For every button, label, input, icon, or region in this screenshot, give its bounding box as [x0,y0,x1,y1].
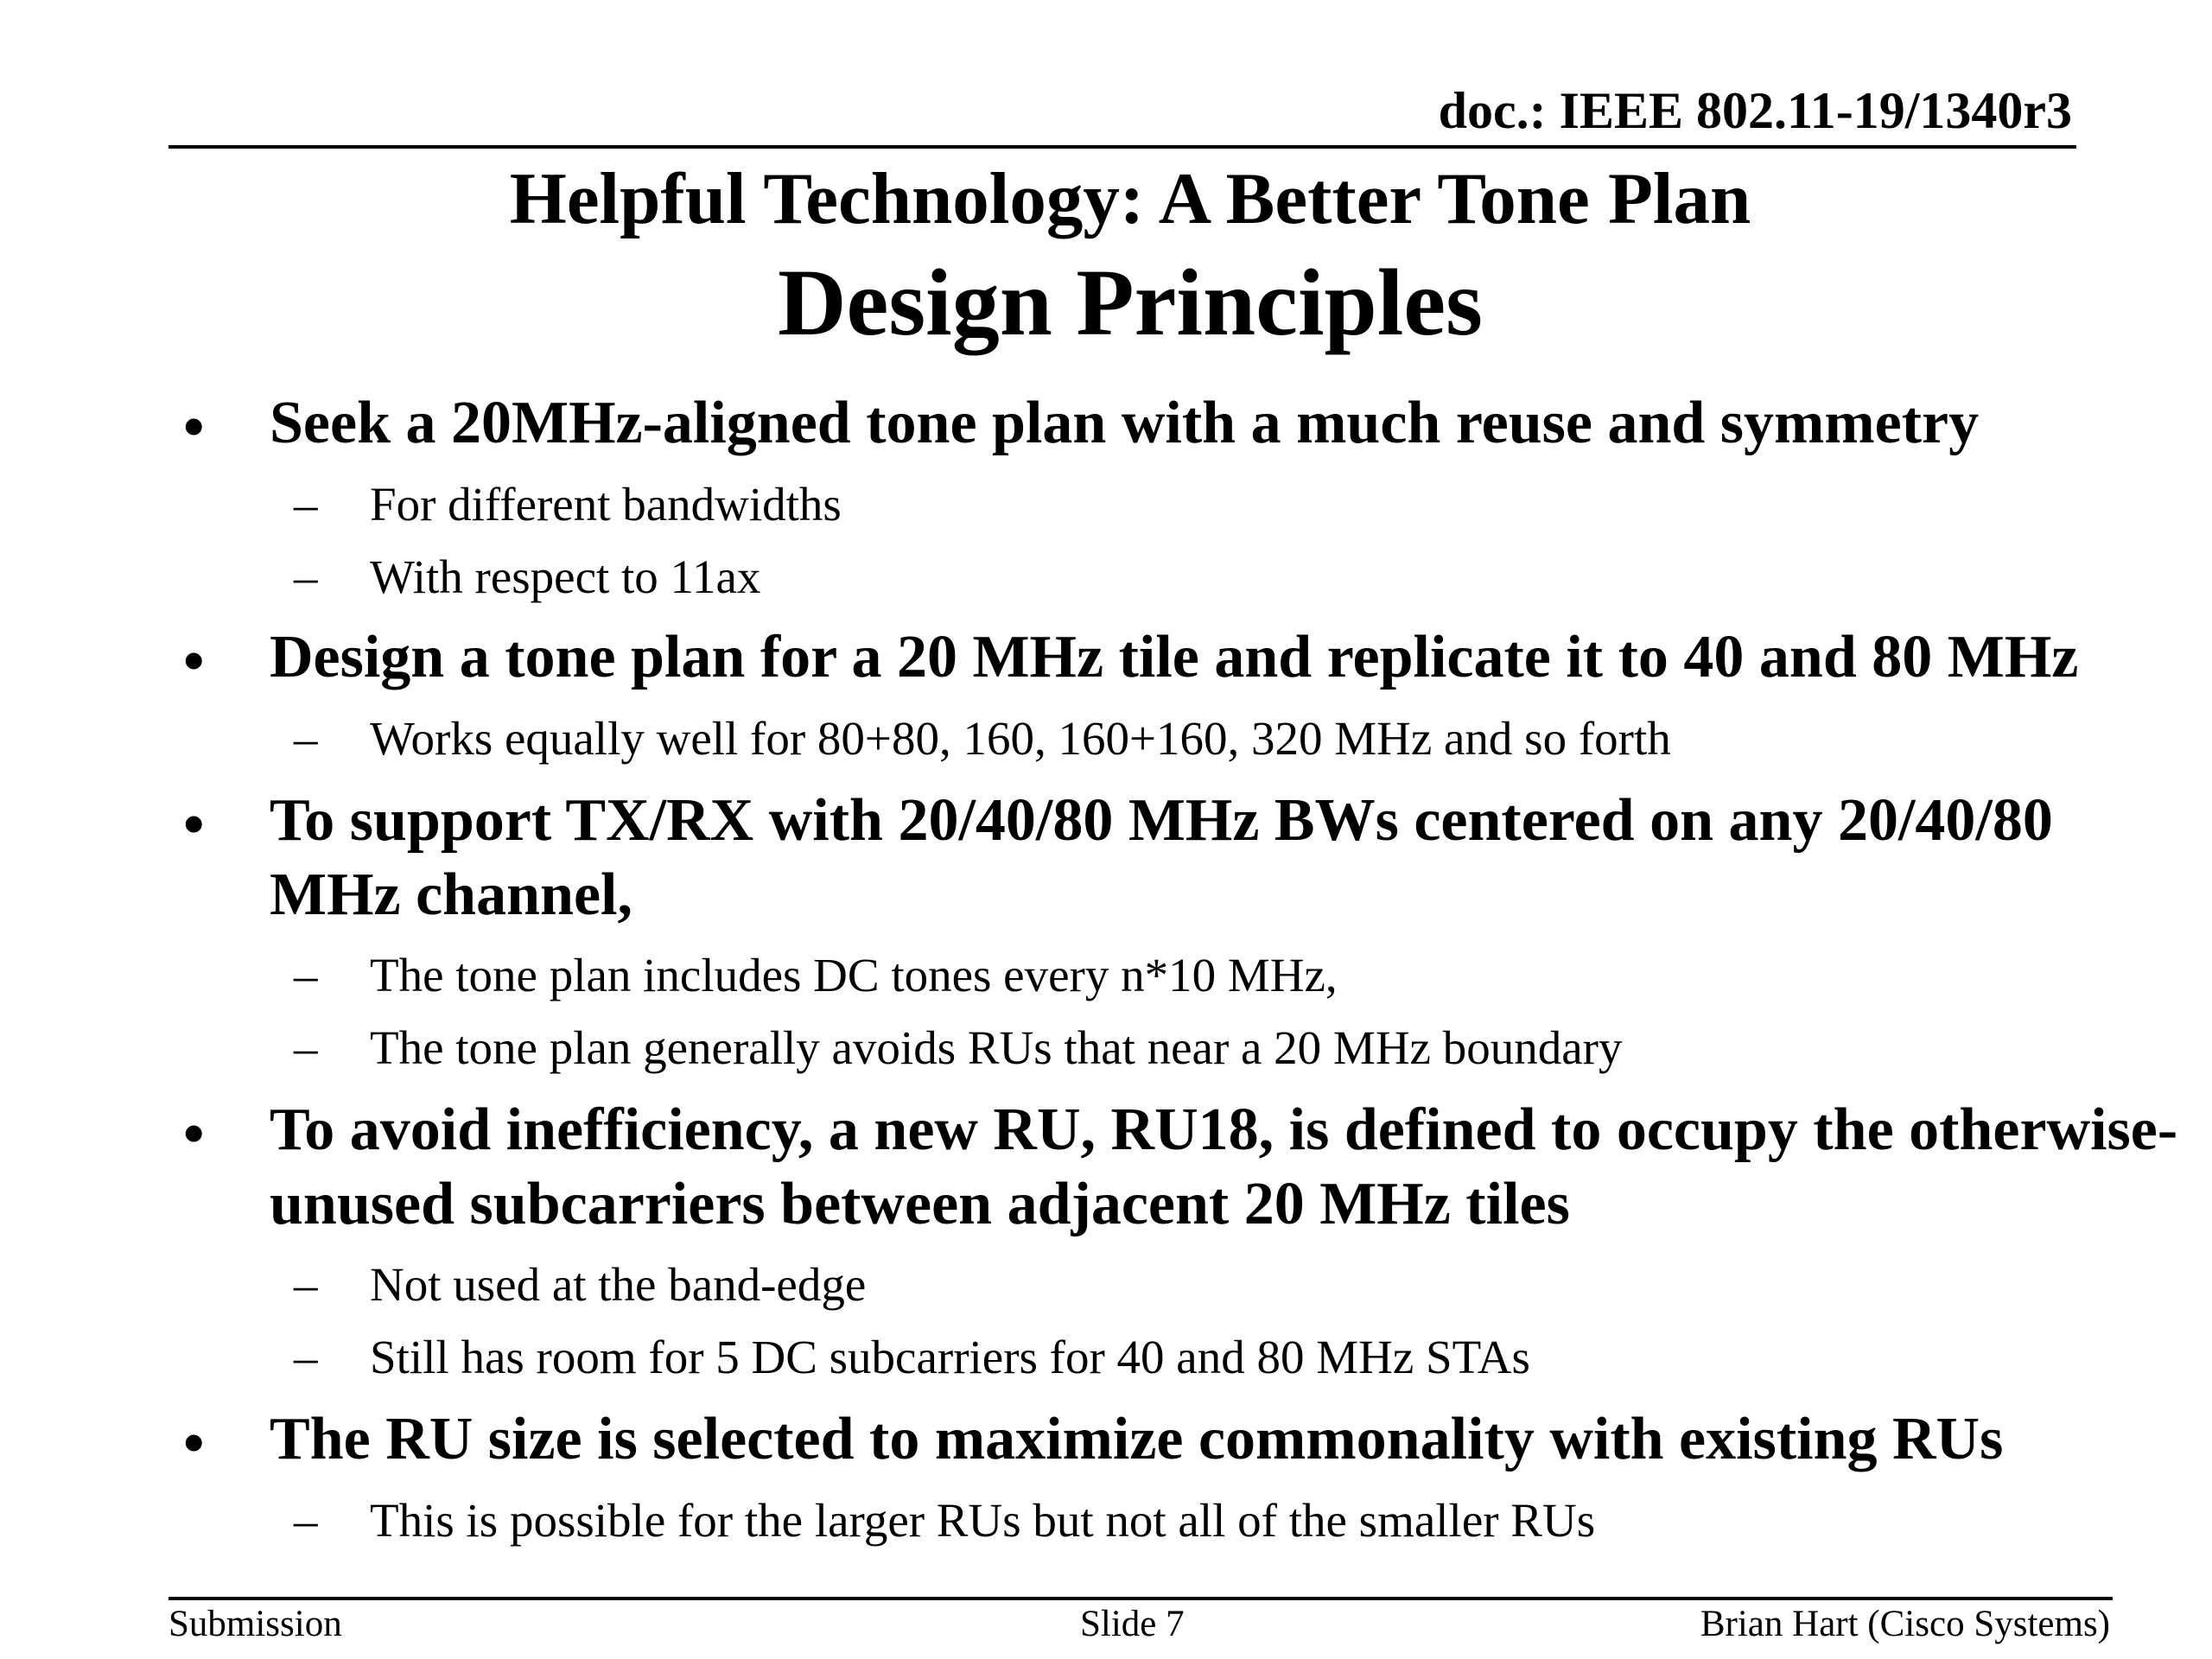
bullet-text: Design a tone plan for a 20 MHz tile and replicate it to 40 and 80 MHz [270,624,2079,690]
slide-title: Helpful Technology: A Better Tone Plan [509,158,1751,239]
bullet-marker: • [183,394,205,461]
sub-bullet-marker: – [294,1331,318,1383]
sub-bullet-marker: – [294,712,318,765]
sub-bullet-text: Works equally well for 80+80, 160, 160+160, 320 MHz and so forth [370,712,1671,765]
bullet-marker: • [183,1101,205,1167]
sub-bullet-text: For different bandwidths [370,478,842,531]
bullet-marker: • [183,791,205,858]
sub-bullet-text: Not used at the band-edge [370,1258,867,1311]
footer-author: Brian Hart (Cisco Systems) [1700,1604,2110,1644]
sub-bullet-text: With respect to 11ax [370,550,761,603]
bullet-text: To avoid inefficiency, a new RU, RU18, is defined to occupy the otherwise-unused subcarriers between adjacent 20 MHz tiles [270,1096,2178,1237]
sub-bullet-marker: – [294,1021,318,1074]
sub-bullet-marker: – [294,478,318,531]
footer-submission: Submission [168,1604,342,1644]
footer-slide-number: Slide 7 [1080,1604,1185,1644]
sub-bullet-text: The tone plan includes DC tones every n*10 MHz, [370,949,1338,1001]
sub-bullet-marker: – [294,1258,318,1311]
bullet-text: The RU size is selected to maximize commonality with existing RUs [270,1406,2004,1472]
bullet-text: To support TX/RX with 20/40/80 MHz BWs centered on any 20/40/80 MHz channel, [270,787,2053,928]
bullet-text: Seek a 20MHz-aligned tone plan with a much reuse and symmetry [270,390,1980,456]
sub-bullet-text: The tone plan generally avoids RUs that near a 20 MHz boundary [370,1021,1623,1074]
sub-bullet-text: Still has room for 5 DC subcarriers for 40 and 80 MHz STAs [370,1331,1530,1383]
document-id: doc.: IEEE 802.11-19/1340r3 [1438,82,2072,139]
bullet-marker: • [183,1410,205,1477]
sub-bullet-text: This is possible for the larger RUs but not all of the smaller RUs [370,1494,1596,1547]
sub-bullet-marker: – [294,949,318,1001]
bullet-marker: • [183,628,205,695]
sub-bullet-marker: – [294,1494,318,1547]
slide-subtitle: Design Principles [778,250,1483,355]
sub-bullet-marker: – [294,550,318,603]
footer-rule [168,1597,2113,1600]
